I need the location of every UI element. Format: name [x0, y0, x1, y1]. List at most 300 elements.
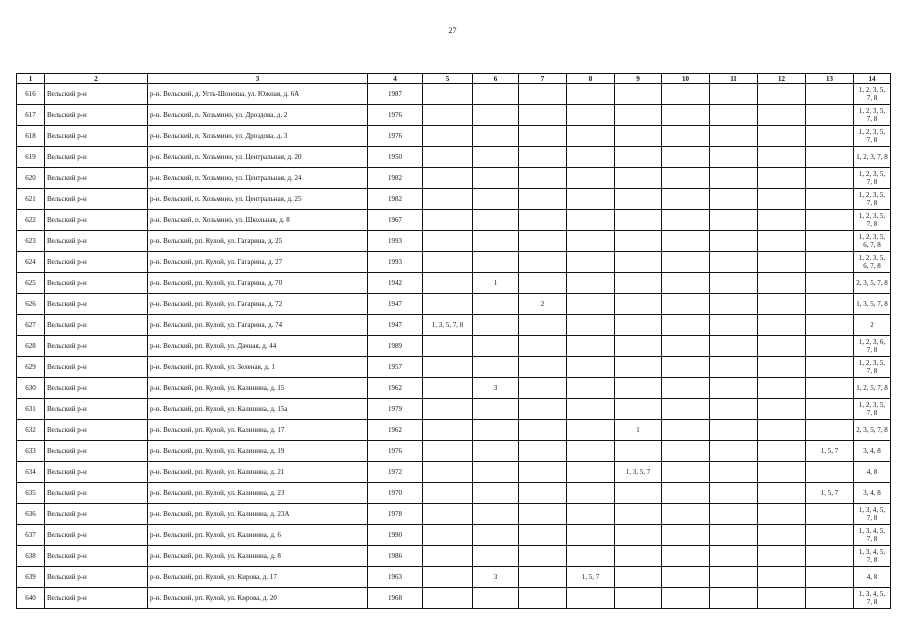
table-row: [17, 210, 891, 231]
col13-cell: [806, 357, 854, 378]
table-header-row: [17, 74, 891, 84]
col7-cell: [519, 399, 567, 420]
col12-cell: [758, 399, 806, 420]
district-cell: Вельский р-н: [45, 126, 148, 147]
col7-cell: [519, 315, 567, 336]
col5-cell: [423, 252, 473, 273]
col5-cell: [423, 546, 473, 567]
row-number-cell: 624: [17, 252, 45, 273]
row-number-cell: 627: [17, 315, 45, 336]
col14-cell: 2, 3, 5, 7, 8: [854, 420, 891, 441]
table-row: [17, 420, 891, 441]
address-cell: р-н. Вельский, рп. Кулой, ул. Калинина, д. 6: [148, 525, 368, 546]
column-header-2: 2: [45, 74, 148, 84]
district-cell: Вельский р-н: [45, 378, 148, 399]
address-cell: р-н. Вельский, д. Усть-Шоноша, ул. Южная, д. 6А: [148, 84, 368, 105]
table-row: [17, 252, 891, 273]
col12-cell: [758, 147, 806, 168]
row-number-cell: 638: [17, 546, 45, 567]
col10-cell: [662, 210, 710, 231]
col12-cell: [758, 126, 806, 147]
col8-cell: [567, 420, 615, 441]
col6-cell: [473, 441, 519, 462]
table-row: [17, 294, 891, 315]
col9-cell: [615, 168, 662, 189]
district-cell: Вельский р-н: [45, 567, 148, 588]
col9-cell: [615, 126, 662, 147]
col12-cell: [758, 336, 806, 357]
col10-cell: [662, 126, 710, 147]
col14-cell: 2, 3, 5, 7, 8: [854, 273, 891, 294]
col14-cell: 3, 4, 8: [854, 483, 891, 504]
col5-cell: [423, 84, 473, 105]
col5-cell: [423, 399, 473, 420]
col10-cell: [662, 546, 710, 567]
col6-cell: [473, 504, 519, 525]
col5-cell: [423, 210, 473, 231]
col13-cell: [806, 273, 854, 294]
col11-cell: [710, 231, 758, 252]
table-row: [17, 567, 891, 588]
col8-cell: [567, 462, 615, 483]
col13-cell: [806, 588, 854, 609]
table-row: [17, 189, 891, 210]
col13-cell: [806, 546, 854, 567]
address-cell: р-н. Вельский, рп. Кулой, ул. Кирова, д. 17: [148, 567, 368, 588]
table-row: [17, 357, 891, 378]
col6-cell: 3: [473, 378, 519, 399]
col7-cell: [519, 84, 567, 105]
col12-cell: [758, 588, 806, 609]
row-number-cell: 635: [17, 483, 45, 504]
col10-cell: [662, 231, 710, 252]
housing-table: [16, 73, 891, 609]
col8-cell: [567, 210, 615, 231]
col14-cell: 4, 8: [854, 567, 891, 588]
col10-cell: [662, 378, 710, 399]
col7-cell: [519, 525, 567, 546]
row-number-cell: 640: [17, 588, 45, 609]
col8-cell: [567, 441, 615, 462]
col8-cell: [567, 357, 615, 378]
row-number-cell: 631: [17, 399, 45, 420]
year-cell: 1976: [368, 105, 423, 126]
col12-cell: [758, 210, 806, 231]
column-header-10: 10: [662, 74, 710, 84]
table-row: [17, 378, 891, 399]
address-cell: р-н. Вельский, рп. Кулой, ул. Калинина, д. 8: [148, 546, 368, 567]
col14-cell: 1, 3, 4, 5, 7, 8: [854, 525, 891, 546]
row-number-cell: 623: [17, 231, 45, 252]
col9-cell: [615, 357, 662, 378]
col11-cell: [710, 147, 758, 168]
col6-cell: [473, 210, 519, 231]
address-cell: р-н. Вельский, рп. Кулой, ул. Зеленая, д. 1: [148, 357, 368, 378]
col7-cell: 2: [519, 294, 567, 315]
col13-cell: [806, 315, 854, 336]
col10-cell: [662, 525, 710, 546]
col7-cell: [519, 420, 567, 441]
column-header-14: 14: [854, 74, 891, 84]
col11-cell: [710, 588, 758, 609]
col14-cell: 1, 2, 3, 5, 7, 8: [854, 210, 891, 231]
col6-cell: [473, 357, 519, 378]
col5-cell: [423, 420, 473, 441]
col9-cell: [615, 567, 662, 588]
year-cell: 1942: [368, 273, 423, 294]
col9-cell: [615, 378, 662, 399]
table-row: [17, 399, 891, 420]
col14-cell: 4, 8: [854, 462, 891, 483]
col11-cell: [710, 105, 758, 126]
col5-cell: [423, 378, 473, 399]
col10-cell: [662, 252, 710, 273]
row-number-cell: 620: [17, 168, 45, 189]
col13-cell: [806, 525, 854, 546]
col9-cell: [615, 252, 662, 273]
address-cell: р-н. Вельский, рп. Кулой, ул. Калинина, д. 15: [148, 378, 368, 399]
district-cell: Вельский р-н: [45, 147, 148, 168]
col10-cell: [662, 588, 710, 609]
col8-cell: [567, 378, 615, 399]
col12-cell: [758, 168, 806, 189]
col5-cell: [423, 336, 473, 357]
col10-cell: [662, 105, 710, 126]
district-cell: Вельский р-н: [45, 189, 148, 210]
col6-cell: [473, 168, 519, 189]
address-cell: р-н. Вельский, рп. Кулой, ул. Калинина, д. 23: [148, 483, 368, 504]
table-row: [17, 504, 891, 525]
year-cell: 1947: [368, 294, 423, 315]
col9-cell: [615, 294, 662, 315]
col9-cell: [615, 315, 662, 336]
col13-cell: [806, 336, 854, 357]
col9-cell: [615, 546, 662, 567]
year-cell: 1987: [368, 84, 423, 105]
col11-cell: [710, 336, 758, 357]
col5-cell: [423, 231, 473, 252]
address-cell: р-н. Вельский, рп. Кулой, ул. Гагарина, д. 74: [148, 315, 368, 336]
col12-cell: [758, 546, 806, 567]
col8-cell: [567, 189, 615, 210]
col7-cell: [519, 168, 567, 189]
col12-cell: [758, 567, 806, 588]
column-header-3: 3: [148, 74, 368, 84]
col11-cell: [710, 462, 758, 483]
col7-cell: [519, 588, 567, 609]
col6-cell: [473, 294, 519, 315]
district-cell: Вельский р-н: [45, 399, 148, 420]
row-number-cell: 629: [17, 357, 45, 378]
col9-cell: [615, 105, 662, 126]
col14-cell: 1, 3, 4, 5, 7, 8: [854, 504, 891, 525]
table-row: [17, 84, 891, 105]
col12-cell: [758, 420, 806, 441]
address-cell: р-н. Вельский, рп. Кулой, ул. Калинина, д. 21: [148, 462, 368, 483]
year-cell: 1979: [368, 399, 423, 420]
col8-cell: [567, 126, 615, 147]
col8-cell: [567, 546, 615, 567]
table-row: [17, 441, 891, 462]
col6-cell: [473, 84, 519, 105]
col14-cell: 1, 2, 3, 5, 7, 8: [854, 168, 891, 189]
year-cell: 1962: [368, 378, 423, 399]
col9-cell: [615, 210, 662, 231]
table-row: [17, 315, 891, 336]
col11-cell: [710, 399, 758, 420]
col9-cell: [615, 231, 662, 252]
column-header-9: 9: [615, 74, 662, 84]
col9-cell: [615, 441, 662, 462]
col5-cell: [423, 588, 473, 609]
district-cell: Вельский р-н: [45, 315, 148, 336]
col10-cell: [662, 336, 710, 357]
address-cell: р-н. Вельский, рп. Кулой, ул. Калинина, д. 15а: [148, 399, 368, 420]
col8-cell: [567, 504, 615, 525]
col6-cell: [473, 399, 519, 420]
col8-cell: [567, 525, 615, 546]
col11-cell: [710, 357, 758, 378]
address-cell: р-н. Вельский, рп. Кулой, ул. Гагарина, д. 27: [148, 252, 368, 273]
column-header-4: 4: [368, 74, 423, 84]
year-cell: 1978: [368, 504, 423, 525]
col6-cell: [473, 483, 519, 504]
col10-cell: [662, 504, 710, 525]
table-row: [17, 336, 891, 357]
row-number-cell: 625: [17, 273, 45, 294]
col5-cell: [423, 189, 473, 210]
district-cell: Вельский р-н: [45, 294, 148, 315]
col9-cell: 1, 3, 5, 7: [615, 462, 662, 483]
col11-cell: [710, 567, 758, 588]
col7-cell: [519, 546, 567, 567]
col5-cell: [423, 126, 473, 147]
table-row: [17, 588, 891, 609]
col8-cell: [567, 483, 615, 504]
col12-cell: [758, 189, 806, 210]
col13-cell: [806, 504, 854, 525]
row-number-cell: 633: [17, 441, 45, 462]
district-cell: Вельский р-н: [45, 273, 148, 294]
col14-cell: 2: [854, 315, 891, 336]
row-number-cell: 616: [17, 84, 45, 105]
year-cell: 1986: [368, 546, 423, 567]
col6-cell: [473, 420, 519, 441]
col11-cell: [710, 546, 758, 567]
col13-cell: [806, 567, 854, 588]
column-header-12: 12: [758, 74, 806, 84]
col9-cell: [615, 483, 662, 504]
col12-cell: [758, 273, 806, 294]
col8-cell: 1, 5, 7: [567, 567, 615, 588]
col9-cell: [615, 504, 662, 525]
row-number-cell: 632: [17, 420, 45, 441]
year-cell: 1970: [368, 483, 423, 504]
col7-cell: [519, 441, 567, 462]
col6-cell: [473, 189, 519, 210]
col10-cell: [662, 84, 710, 105]
col10-cell: [662, 462, 710, 483]
col12-cell: [758, 84, 806, 105]
col13-cell: [806, 105, 854, 126]
col11-cell: [710, 84, 758, 105]
col12-cell: [758, 357, 806, 378]
col9-cell: [615, 189, 662, 210]
year-cell: 1993: [368, 231, 423, 252]
col12-cell: [758, 105, 806, 126]
col7-cell: [519, 231, 567, 252]
row-number-cell: 636: [17, 504, 45, 525]
row-number-cell: 637: [17, 525, 45, 546]
col9-cell: [615, 399, 662, 420]
col10-cell: [662, 147, 710, 168]
year-cell: 1950: [368, 147, 423, 168]
col7-cell: [519, 147, 567, 168]
row-number-cell: 618: [17, 126, 45, 147]
col8-cell: [567, 588, 615, 609]
table-row: [17, 126, 891, 147]
col10-cell: [662, 273, 710, 294]
col8-cell: [567, 84, 615, 105]
col7-cell: [519, 126, 567, 147]
col12-cell: [758, 483, 806, 504]
col9-cell: [615, 525, 662, 546]
col14-cell: 1, 3, 5, 7, 8: [854, 294, 891, 315]
table-row: [17, 546, 891, 567]
column-header-6: 6: [473, 74, 519, 84]
col13-cell: [806, 231, 854, 252]
col5-cell: [423, 567, 473, 588]
col5-cell: [423, 147, 473, 168]
col5-cell: [423, 462, 473, 483]
col11-cell: [710, 525, 758, 546]
year-cell: 1967: [368, 210, 423, 231]
district-cell: Вельский р-н: [45, 210, 148, 231]
district-cell: Вельский р-н: [45, 462, 148, 483]
col6-cell: [473, 147, 519, 168]
district-cell: Вельский р-н: [45, 357, 148, 378]
year-cell: 1962: [368, 420, 423, 441]
address-cell: р-н. Вельский, рп. Кулой, ул. Дачная, д. 44: [148, 336, 368, 357]
row-number-cell: 622: [17, 210, 45, 231]
col6-cell: [473, 336, 519, 357]
col10-cell: [662, 399, 710, 420]
col13-cell: 1, 5, 7: [806, 483, 854, 504]
col13-cell: [806, 84, 854, 105]
col12-cell: [758, 315, 806, 336]
address-cell: р-н. Вельский, рп. Кулой, ул. Гагарина, д. 72: [148, 294, 368, 315]
col8-cell: [567, 252, 615, 273]
year-cell: 1989: [368, 336, 423, 357]
col5-cell: [423, 273, 473, 294]
col13-cell: [806, 252, 854, 273]
table-row: [17, 231, 891, 252]
col6-cell: [473, 462, 519, 483]
district-cell: Вельский р-н: [45, 546, 148, 567]
col9-cell: [615, 84, 662, 105]
col5-cell: [423, 525, 473, 546]
col10-cell: [662, 357, 710, 378]
col5-cell: [423, 294, 473, 315]
col10-cell: [662, 483, 710, 504]
col10-cell: [662, 567, 710, 588]
col8-cell: [567, 273, 615, 294]
col13-cell: 1, 5, 7: [806, 441, 854, 462]
col14-cell: 1, 2, 3, 7, 8: [854, 147, 891, 168]
col11-cell: [710, 189, 758, 210]
col14-cell: 1, 3, 4, 5, 7, 8: [854, 588, 891, 609]
col10-cell: [662, 441, 710, 462]
col11-cell: [710, 126, 758, 147]
year-cell: 1972: [368, 462, 423, 483]
col13-cell: [806, 210, 854, 231]
col7-cell: [519, 189, 567, 210]
year-cell: 1982: [368, 168, 423, 189]
col6-cell: [473, 315, 519, 336]
col13-cell: [806, 399, 854, 420]
district-cell: Вельский р-н: [45, 588, 148, 609]
col6-cell: 1: [473, 273, 519, 294]
col14-cell: 1, 3, 4, 5, 7, 8: [854, 546, 891, 567]
col7-cell: [519, 273, 567, 294]
district-cell: Вельский р-н: [45, 441, 148, 462]
col14-cell: 1, 2, 3, 5, 7, 8: [854, 105, 891, 126]
col14-cell: 1, 2, 5, 7, 8: [854, 378, 891, 399]
col12-cell: [758, 378, 806, 399]
col11-cell: [710, 294, 758, 315]
col9-cell: [615, 273, 662, 294]
col6-cell: [473, 252, 519, 273]
col14-cell: 1, 2, 3, 6, 7, 8: [854, 336, 891, 357]
address-cell: р-н. Вельский, п. Хозьмино, ул. Центральная, д. 24: [148, 168, 368, 189]
col7-cell: [519, 336, 567, 357]
row-number-cell: 634: [17, 462, 45, 483]
column-header-7: 7: [519, 74, 567, 84]
col14-cell: 1, 2, 3, 5, 7, 8: [854, 399, 891, 420]
col12-cell: [758, 462, 806, 483]
col11-cell: [710, 273, 758, 294]
col13-cell: [806, 378, 854, 399]
table-row: [17, 525, 891, 546]
col8-cell: [567, 105, 615, 126]
col8-cell: [567, 315, 615, 336]
table-row: [17, 147, 891, 168]
col14-cell: 1, 2, 3, 5, 7, 8: [854, 126, 891, 147]
column-header-1: 1: [17, 74, 45, 84]
address-cell: р-н. Вельский, п. Хозьмино, ул. Центральная, д. 20: [148, 147, 368, 168]
col14-cell: 1, 2, 3, 5, 7, 8: [854, 189, 891, 210]
district-cell: Вельский р-н: [45, 336, 148, 357]
col11-cell: [710, 252, 758, 273]
year-cell: 1976: [368, 126, 423, 147]
col7-cell: [519, 357, 567, 378]
col10-cell: [662, 420, 710, 441]
col14-cell: 3, 4, 8: [854, 441, 891, 462]
district-cell: Вельский р-н: [45, 168, 148, 189]
col5-cell: [423, 483, 473, 504]
address-cell: р-н. Вельский, рп. Кулой, ул. Гагарина, д. 25: [148, 231, 368, 252]
col7-cell: [519, 378, 567, 399]
column-header-13: 13: [806, 74, 854, 84]
row-number-cell: 628: [17, 336, 45, 357]
col6-cell: [473, 126, 519, 147]
col9-cell: 1: [615, 420, 662, 441]
year-cell: 1963: [368, 567, 423, 588]
col5-cell: [423, 105, 473, 126]
col6-cell: [473, 525, 519, 546]
table-row: [17, 105, 891, 126]
col10-cell: [662, 168, 710, 189]
